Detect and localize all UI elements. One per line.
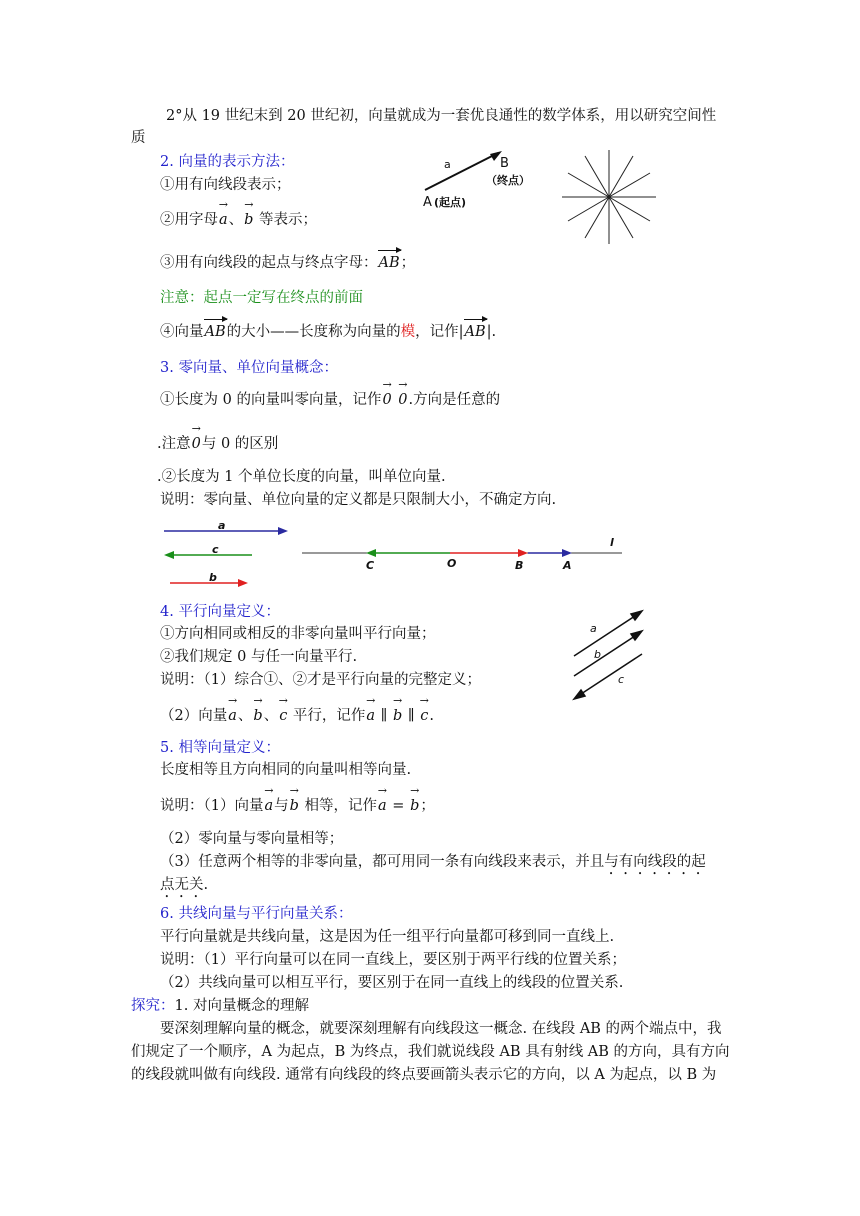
vector-b-arrowhead	[238, 579, 248, 587]
section-5-explain-3a: （3）任意两个相等的非零向量，都可用同一条有向线段来表示，并且与有向线段的起	[160, 854, 706, 870]
fig2-label-B: B	[515, 559, 524, 572]
fig1-label-start: (起点)	[434, 196, 467, 209]
section-2-item-3: ③用有向线段的起点与终点字母：AB；	[160, 255, 416, 271]
section-2-note: 注意：起点一定写在终点的前面	[160, 290, 363, 306]
vector-a-parallel	[574, 614, 638, 656]
fig2-label-O: O	[447, 557, 457, 570]
section-6-line-1: 平行向量就是共线向量，这是因为任一组平行向量都可移到同一直线上.	[160, 929, 615, 945]
fig1-label-end: （终点）	[486, 174, 530, 187]
section-4-item-2: ②我们规定 0 与任一向量平行.	[160, 649, 358, 665]
intro-line-2: 质	[131, 130, 146, 146]
vector-a-parallel-arrowhead	[631, 611, 642, 620]
section-5-explain-1: 说明：（1）向量→ a与→ b 相等，记作→ a = → b；	[160, 796, 435, 816]
section-6-title: 6. 共线向量与平行向量关系：	[160, 906, 353, 922]
section-3-explain: 说明：零向量、单位向量的定义都是只限制大小，不确定方向.	[160, 492, 557, 508]
section-4-title: 4. 平行向量定义：	[160, 604, 280, 620]
section-5-definition: 长度相等且方向相同的向量叫相等向量.	[160, 762, 412, 778]
fig2-label-c: c	[212, 543, 219, 556]
section-4-explain-1: 说明：（1）综合①、②才是平行向量的完整定义；	[160, 672, 481, 688]
figure-collinear-vectors	[160, 515, 630, 590]
fig1-label-a: a	[444, 158, 451, 171]
vector-c-parallel-arrowhead	[574, 690, 585, 699]
fig2-label-b: b	[209, 571, 217, 584]
section-2-item-4: ④向量AB的大小——长度称为向量的模，记作|AB|.	[160, 324, 497, 340]
explore-paragraph-line-3: 的线段就叫做有向线段. 通常有向线段的终点要画箭头表示它的方向，以 A 为起点，以 B 为	[131, 1067, 717, 1083]
vector-b-parallel-arrowhead	[631, 631, 642, 640]
section-4-item-1: ①方向相同或相反的非零向量叫平行向量；	[160, 626, 436, 642]
fig3-label-b: b	[594, 648, 601, 661]
fig1-label-B: B	[500, 156, 509, 171]
fig2-label-C: C	[366, 559, 375, 572]
fig2-label-l: l	[610, 536, 614, 549]
section-5-title: 5. 相等向量定义：	[160, 740, 280, 756]
section-2-item-1: ①用有向线段表示；	[160, 177, 291, 193]
fig2-label-a: a	[218, 519, 226, 532]
explore-heading: 探究：1. 对向量概念的理解	[131, 998, 309, 1014]
vector-c-arrowhead	[164, 551, 174, 559]
section-3-item-1: ①长度为 0 的向量叫零向量，记作→ 0 → 0.方向是任意的	[160, 390, 500, 410]
fig1-label-A: A	[423, 195, 432, 210]
figure-star-vectors	[560, 148, 658, 246]
section-5-explain-2: （2）零向量与零向量相等；	[160, 831, 344, 847]
section-3-title: 3. 零向量、单位向量概念：	[160, 360, 338, 376]
fig3-label-c: c	[618, 673, 625, 686]
vector-c-parallel	[578, 654, 642, 696]
section-2-item-2: ②用字母→ a、→ b 等表示；	[160, 210, 317, 230]
section-5-explain-3b: 点无关.	[160, 877, 209, 893]
section-6-line-2: 说明：（1）平行向量可以在同一直线上，要区别于两平行线的位置关系；	[160, 952, 626, 968]
section-3-item-2: .②长度为 1 个单位长度的向量，叫单位向量.	[157, 469, 446, 485]
vector-b-parallel	[574, 634, 638, 676]
section-3-note: .注意→ 0与 0 的区别	[157, 434, 278, 454]
vector-a-arrowhead	[278, 527, 288, 535]
intro-line-1: 2°从 19 世纪末到 20 世纪初，向量就成为一套优良通性的数学体系，用以研究空间性	[166, 108, 717, 124]
section-2-title: 2. 向量的表示方法：	[160, 154, 295, 170]
section-6-line-3: （2）共线向量可以相互平行，要区别于在同一直线上的线段的位置关系.	[160, 975, 624, 991]
fig3-label-a: a	[590, 622, 597, 635]
fig2-label-A: A	[563, 559, 572, 572]
section-4-explain-2: （2）向量→ a、→ b、→ c 平行，记作→ a ∥ → b ∥ → c.	[160, 706, 434, 726]
explore-paragraph-line-2: 们规定了一个顺序，A 为起点，B 为终点，我们就说线段 AB 具有射线 AB 的方向，具有方向	[131, 1044, 730, 1060]
figure-parallel-vectors	[568, 608, 648, 703]
explore-paragraph-line-1: 要深刻理解向量的概念，就要深刻理解有向线段这一概念. 在线段 AB 的两个端点中，我	[160, 1021, 722, 1037]
